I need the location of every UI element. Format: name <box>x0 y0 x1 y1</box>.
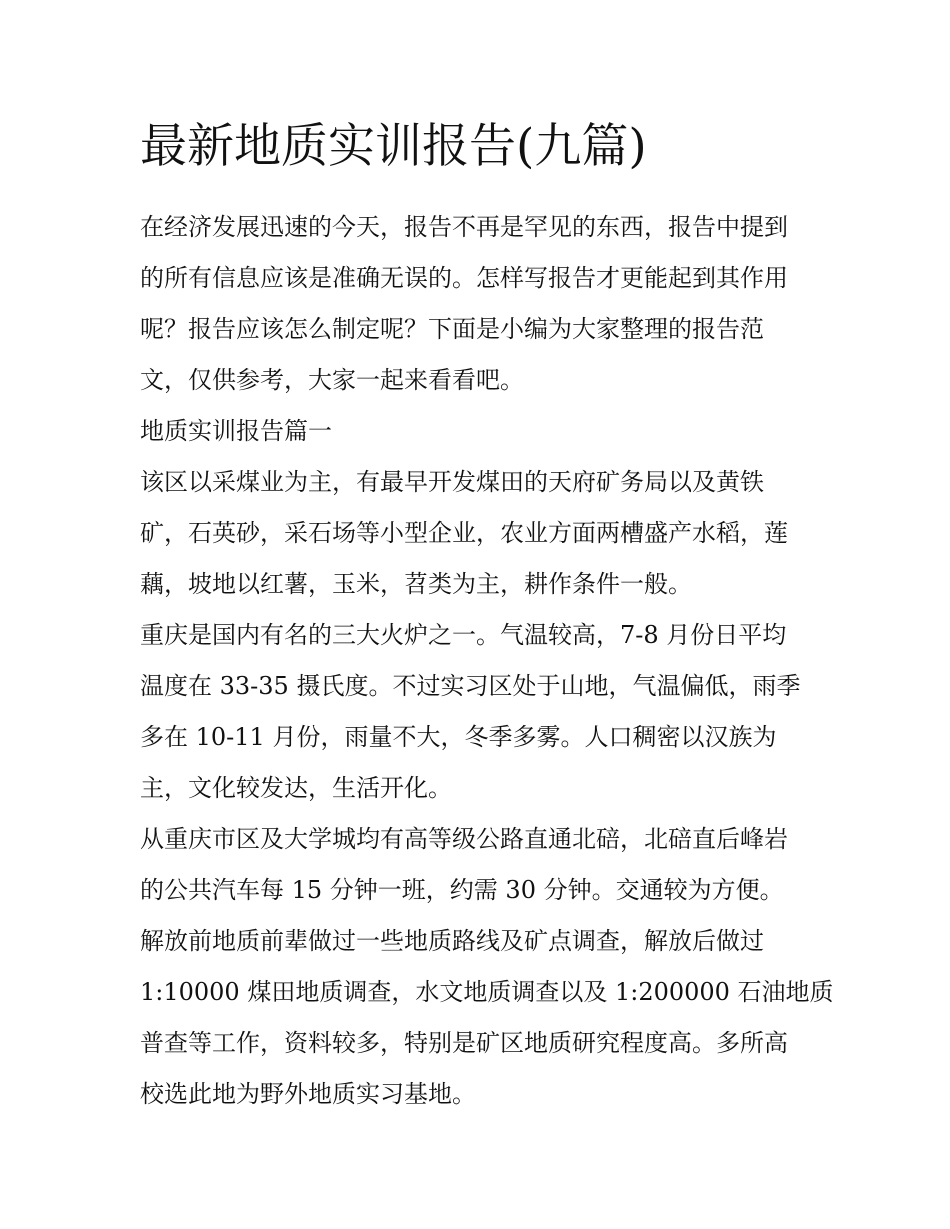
document-title: 最新地质实训报告(九篇) <box>140 119 647 174</box>
body-line: 的所有信息应该是准确无误的。怎样写报告才更能起到其作用 <box>140 264 788 292</box>
body-line: 从重庆市区及大学城均有高等级公路直通北碚，北碚直后峰岩 <box>140 825 788 853</box>
body-line: 在经济发展迅速的今天，报告不再是罕见的东西，报告中提到 <box>140 213 788 241</box>
body-line: 文，仅供参考，大家一起来看看吧。 <box>140 366 524 394</box>
body-line: 矿，石英砂，采石场等小型企业，农业方面两槽盛产水稻，莲 <box>140 519 788 547</box>
body-line: 呢？报告应该怎么制定呢？下面是小编为大家整理的报告范 <box>140 315 764 343</box>
body-line: 重庆是国内有名的三大火炉之一。气温较高，7-8 月份日平均 <box>140 621 787 649</box>
body-line: 的公共汽车每 15 分钟一班，约需 30 分钟。交通较为方便。 <box>140 876 784 904</box>
section-heading: 地质实训报告篇一 <box>140 417 332 445</box>
body-line: 主，文化较发达，生活开化。 <box>140 774 452 802</box>
body-line: 1:10000 煤田地质调查，水文地质调查以及 1:200000 石油地质 <box>140 978 834 1006</box>
body-line: 多在 10-11 月份，雨量不大，冬季多雾。人口稠密以汉族为 <box>140 723 777 751</box>
body-line: 该区以采煤业为主，有最早开发煤田的天府矿务局以及黄铁 <box>140 468 764 496</box>
body-line: 温度在 33-35 摄氏度。不过实习区处于山地，气温偏低，雨季 <box>140 672 801 700</box>
document-page <box>140 112 834 1120</box>
body-line: 普查等工作，资料较多，特别是矿区地质研究程度高。多所高 <box>140 1029 788 1057</box>
body-line: 藕，坡地以红薯，玉米，苕类为主，耕作条件一般。 <box>140 570 692 598</box>
body-line: 解放前地质前辈做过一些地质路线及矿点调查，解放后做过 <box>140 927 764 955</box>
body-line: 校选此地为野外地质实习基地。 <box>140 1080 476 1108</box>
document-body <box>140 202 834 1120</box>
